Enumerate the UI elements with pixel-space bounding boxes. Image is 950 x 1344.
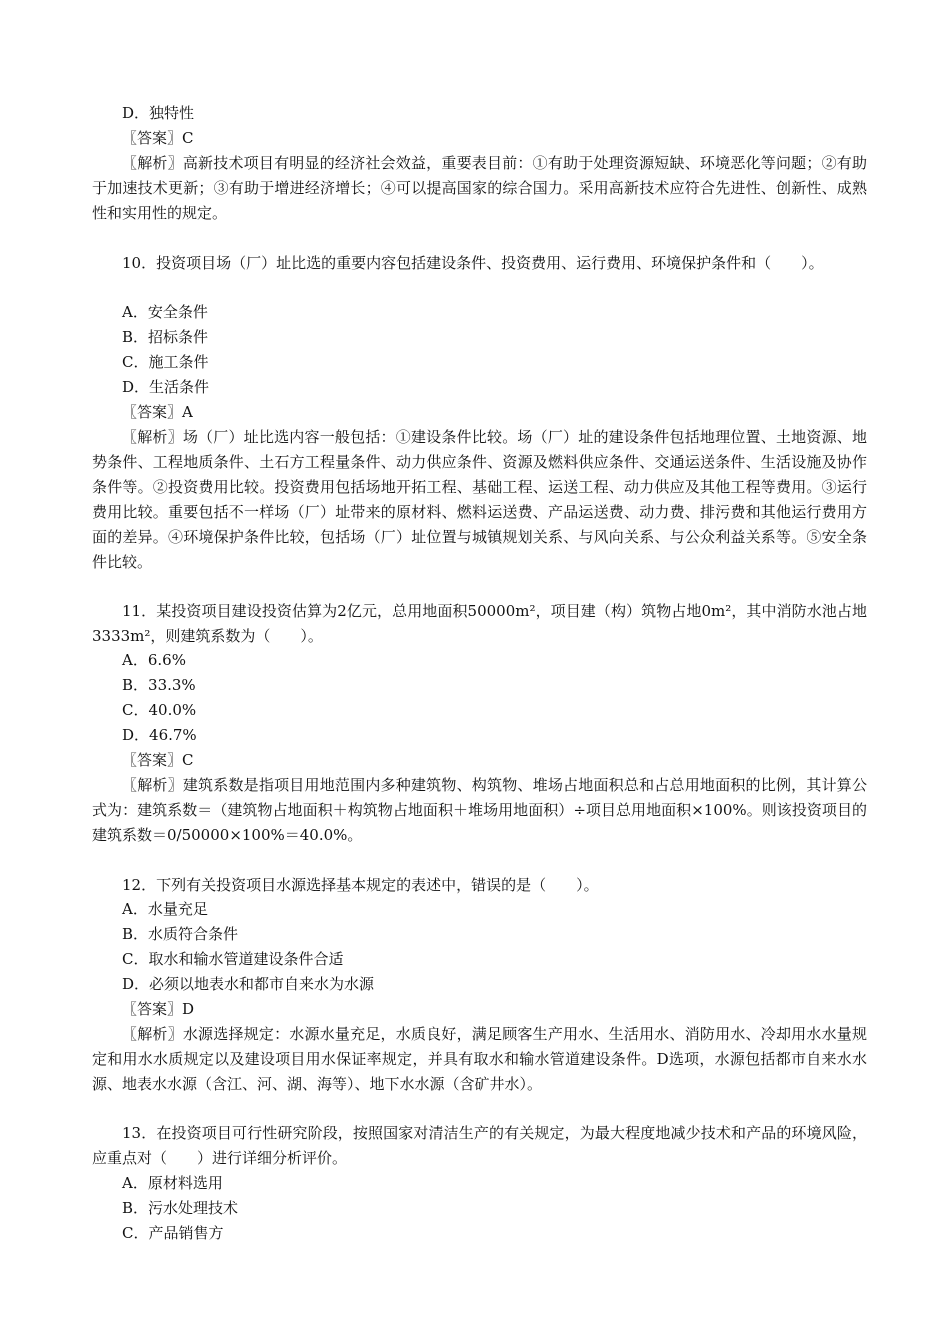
q11-answer: 〖答案〗C (122, 751, 194, 769)
q11-option-a: A．6.6% (122, 651, 186, 669)
q11-stem: 11．某投资项目建设投资估算为2亿元，总用地面积50000m²，项目建（构）筑物占地0m²，其中消防水池占地3333m²，则建筑系数为（ ）。 (92, 602, 867, 645)
q12-answer: 〖答案〗D (122, 1000, 195, 1018)
q10-option-a: A．安全条件 (122, 303, 208, 321)
q13-option-c: C．产品销售方 (122, 1224, 224, 1242)
q11-option-c: C．40.0% (122, 701, 197, 719)
q10-answer: 〖答案〗A (122, 403, 193, 421)
q13-stem: 13．在投资项目可行性研究阶段，按照国家对清洁生产的有关规定，为最大程度地减少技术和产品的环境风险，应重点对（ ）进行详细分析评价。 (92, 1124, 867, 1167)
q9-analysis: 〖解析〗高新技术项目有明显的经济社会效益，重要表目前：①有助于处理资源短缺、环境恶化等问题；②有助于加速技术更新；③有助于增进经济增长；④可以提高国家的综合国力。采用高新技术应符合先进性、创新性、成熟性和实用性的规定。 (92, 154, 867, 222)
q10-option-b: B．招标条件 (122, 328, 209, 346)
q11-analysis: 〖解析〗建筑系数是指项目用地范围内多种建筑物、构筑物、堆场占地面积总和占总用地面积的比例，其计算公式为：建筑系数＝（建筑物占地面积＋构筑物占地面积＋堆场用地面积）÷项目总用地面积×100%。则该投资项目的建筑系数＝0/50000×100%＝40.0%。 (92, 776, 867, 844)
q10-stem: 10．投资项目场（厂）址比选的重要内容包括建设条件、投资费用、运行费用、环境保护条件和（ ）。 (122, 254, 824, 272)
q11-option-d: D．46.7% (122, 726, 197, 744)
q10-analysis: 〖解析〗场（厂）址比选内容一般包括：①建设条件比较。场（厂）址的建设条件包括地理位置、土地资源、地势条件、工程地质条件、土石方工程量条件、动力供应条件、资源及燃料供应条件、交通运送条件、生活设施及协作条件等。②投资费用比较。投资费用包括场地开拓工程、基础工程、运送工程、动力供应及其他工程等费用。③运行费用比较。重要包括不一样场（厂）址带来的原材料、燃料运送费、产品运送费、动力费、排污费和其他运行费用方面的差异。④环境保护条件比较，包括场（厂）址位置与城镇规划关系、与风向关系、与公众利益关系等。⑤安全条件比较。 (92, 428, 867, 571)
q11-option-b: B．33.3% (122, 676, 196, 694)
q12-option-c: C．取水和输水管道建设条件合适 (122, 950, 344, 968)
q12-option-b: B．水质符合条件 (122, 925, 239, 943)
q10-option-d: D．生活条件 (122, 378, 210, 396)
q9-answer: 〖答案〗C (122, 129, 194, 147)
q12-option-a: A．水量充足 (122, 900, 208, 918)
q12-stem: 12．下列有关投资项目水源选择基本规定的表述中，错误的是（ ）。 (122, 876, 599, 894)
q10-option-c: C．施工条件 (122, 353, 209, 371)
q12-analysis: 〖解析〗水源选择规定：水源水量充足，水质良好，满足顾客生产用水、生活用水、消防用水、冷却用水水量规定和用水水质规定以及建设项目用水保证率规定，并具有取水和输水管道建设条件。D选项，水源包括都市自来水水源、地表水水源（含江、河、湖、海等）、地下水水源（含矿井水）。 (92, 1025, 867, 1093)
q13-option-b: B．污水处理技术 (122, 1199, 239, 1217)
q9-option-d: D．独特性 (122, 104, 195, 122)
q13-option-a: A．原材料选用 (122, 1174, 223, 1192)
q12-option-d: D．必须以地表水和都市自来水为水源 (122, 975, 375, 993)
